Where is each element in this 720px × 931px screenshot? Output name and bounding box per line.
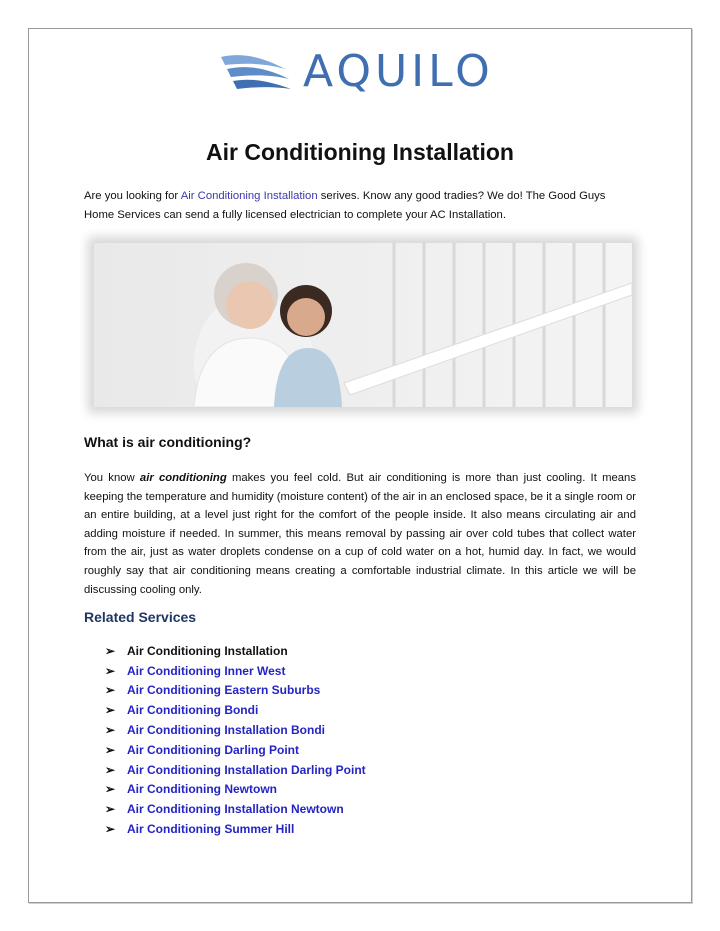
hero-photo — [94, 243, 632, 407]
arrow-bullet-icon: ➢ — [105, 723, 116, 738]
intro-paragraph — [84, 187, 636, 225]
intro-text-after: serives. Know any good tradies? We do! The Good Guys Home Services can send a fully licensed electrician to complete your AC Installation. — [84, 190, 606, 221]
grandmother-and-child-image — [94, 243, 632, 407]
service-link-4[interactable]: Air Conditioning Installation Bondi — [127, 723, 325, 738]
service-link-8[interactable]: Air Conditioning Installation Newtown — [127, 802, 344, 817]
brand-logo — [219, 41, 509, 101]
page-title: Air Conditioning Installation — [206, 139, 514, 165]
arrow-bullet-icon: ➢ — [105, 663, 116, 678]
arrow-bullet-icon: ➢ — [105, 762, 116, 777]
arrow-bullet-icon: ➢ — [105, 742, 116, 757]
arrow-bullet-icon: ➢ — [105, 703, 116, 718]
service-link-9[interactable]: Air Conditioning Summer Hill — [127, 822, 295, 837]
service-link-0[interactable]: Air Conditioning Installation — [127, 643, 288, 658]
list-item — [105, 681, 366, 701]
arrow-bullet-icon: ➢ — [105, 782, 116, 797]
arrow-bullet-icon: ➢ — [105, 683, 116, 698]
logo-text: AQUILO — [303, 45, 494, 97]
section-heading-related-services: Related Services — [84, 609, 197, 625]
wing-icon — [219, 47, 297, 95]
list-item — [105, 760, 366, 780]
service-link-3[interactable]: Air Conditioning Bondi — [127, 703, 259, 718]
arrow-bullet-icon: ➢ — [105, 822, 116, 837]
list-item — [105, 799, 366, 819]
desc-text-after: makes you feel cold. But air conditioning is more than just cooling. It means keeping the temperature and humidity (moisture content) of the air in an enclosed space, be it a single room or an entire building, at a level just right for the comfort of the people inside. It also means circulating air and adding moisture if needed. In summer, this means removal by passing air over cold tubes that collect water from the air, just as water droplets condense on a cup of cold water on a hot, humid day. In fact, we would roughly say that air conditioning means creating a comfortable industrial climate. In this article we will be discussing cooling only. — [84, 472, 636, 596]
arrow-bullet-icon: ➢ — [105, 643, 116, 658]
service-link-2[interactable]: Air Conditioning Eastern Suburbs — [127, 683, 321, 698]
desc-emphasis: air conditioning — [139, 472, 227, 484]
list-item — [105, 720, 366, 740]
section-heading-what-is-ac: What is air conditioning? — [84, 434, 252, 450]
list-item — [105, 780, 366, 800]
ac-installation-link[interactable]: Air Conditioning Installation — [180, 190, 318, 202]
service-link-6[interactable]: Air Conditioning Installation Darling Point — [127, 762, 366, 777]
service-link-1[interactable]: Air Conditioning Inner West — [127, 663, 286, 678]
list-item — [105, 740, 366, 760]
list-item — [105, 641, 366, 661]
service-link-5[interactable]: Air Conditioning Darling Point — [127, 742, 299, 757]
intro-text-before: Are you looking for — [84, 190, 181, 202]
document-page — [28, 28, 692, 903]
related-services-list — [105, 641, 366, 839]
list-item — [105, 700, 366, 720]
desc-text-before: You know — [84, 472, 140, 484]
list-item — [105, 819, 366, 839]
ac-description-paragraph — [84, 469, 636, 599]
list-item — [105, 661, 366, 681]
service-link-7[interactable]: Air Conditioning Newtown — [127, 782, 277, 797]
arrow-bullet-icon: ➢ — [105, 802, 116, 817]
